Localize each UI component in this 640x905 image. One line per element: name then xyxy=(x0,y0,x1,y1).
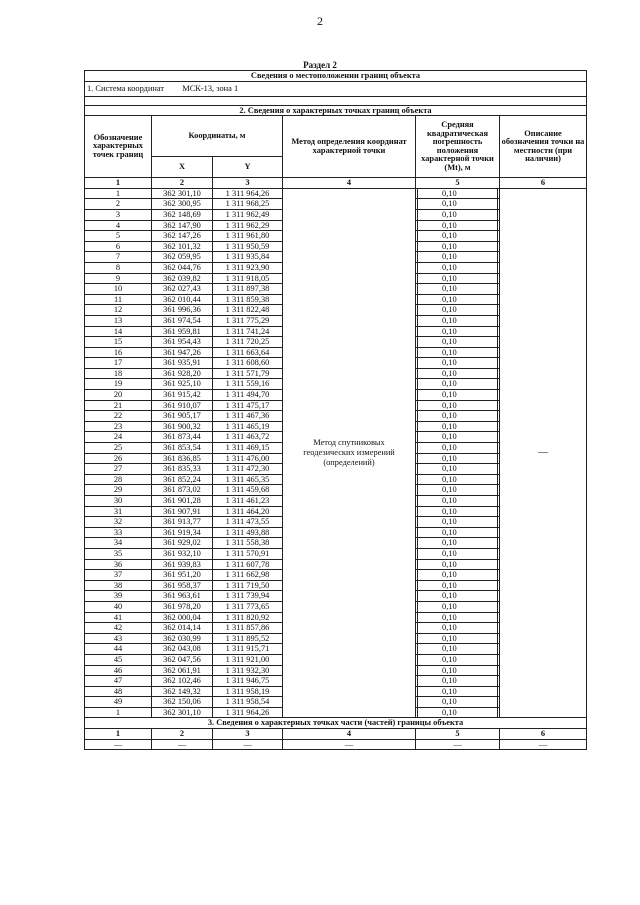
accuracy-value: 0,10 xyxy=(417,517,498,527)
coord-x: 361 929,02 xyxy=(152,538,213,549)
accuracy-value: 0,10 xyxy=(417,538,498,548)
point-number: 49 xyxy=(85,697,152,708)
coord-y: 1 311 932,30 xyxy=(213,665,283,676)
accuracy-cell xyxy=(416,294,500,305)
point-number: 2 xyxy=(85,199,152,210)
coord-x: 361 873,02 xyxy=(152,485,213,496)
coord-x: 361 954,43 xyxy=(152,337,213,348)
accuracy-value: 0,10 xyxy=(417,443,498,453)
accuracy-cell xyxy=(416,315,500,326)
coord-y: 1 311 559,16 xyxy=(213,379,283,390)
accuracy-value: 0,10 xyxy=(417,464,498,474)
accuracy-cell xyxy=(416,209,500,220)
coord-y: 1 311 720,25 xyxy=(213,337,283,348)
coord-y: 1 311 962,29 xyxy=(213,220,283,231)
accuracy-cell xyxy=(416,284,500,295)
accuracy-cell xyxy=(416,337,500,348)
accuracy-value: 0,10 xyxy=(417,274,498,284)
coord-x: 361 853,54 xyxy=(152,443,213,454)
accuracy-value: 0,10 xyxy=(417,570,498,580)
accuracy-cell xyxy=(416,347,500,358)
accuracy-value: 0,10 xyxy=(417,507,498,517)
coord-x: 361 910,07 xyxy=(152,400,213,411)
coord-system-row xyxy=(85,81,587,96)
coord-x: 362 044,76 xyxy=(152,262,213,273)
empty-dash: — xyxy=(152,739,213,750)
point-number: 35 xyxy=(85,548,152,559)
accuracy-value: 0,10 xyxy=(417,263,498,273)
accuracy-cell xyxy=(416,623,500,634)
coord-x: 361 958,37 xyxy=(152,580,213,591)
accuracy-value: 0,10 xyxy=(417,358,498,368)
accuracy-cell xyxy=(416,220,500,231)
accuracy-value: 0,10 xyxy=(417,697,498,707)
coord-y: 1 311 857,86 xyxy=(213,623,283,634)
column-number-row xyxy=(85,178,587,189)
coord-y: 1 311 822,48 xyxy=(213,305,283,316)
coord-x: 361 947,26 xyxy=(152,347,213,358)
empty-dash: — xyxy=(283,739,416,750)
point-number: 38 xyxy=(85,580,152,591)
coord-y: 1 311 935,84 xyxy=(213,252,283,263)
point-number: 30 xyxy=(85,496,152,507)
coord-y: 1 311 921,00 xyxy=(213,654,283,665)
coord-x: 362 102,46 xyxy=(152,676,213,687)
coord-x: 361 919,34 xyxy=(152,527,213,538)
accuracy-cell xyxy=(416,665,500,676)
coord-y: 1 311 923,90 xyxy=(213,262,283,273)
coord-x: 361 951,20 xyxy=(152,570,213,581)
accuracy-cell xyxy=(416,421,500,432)
point-number: 28 xyxy=(85,474,152,485)
coord-y: 1 311 558,38 xyxy=(213,538,283,549)
coord-y: 1 311 464,20 xyxy=(213,506,283,517)
point-number: 32 xyxy=(85,517,152,528)
coord-x: 362 147,26 xyxy=(152,231,213,242)
parts-column-number-row xyxy=(85,729,587,740)
accuracy-cell xyxy=(416,474,500,485)
accuracy-value: 0,10 xyxy=(417,666,498,676)
empty-dash: — xyxy=(416,739,500,750)
col-number: 4 xyxy=(283,178,416,189)
empty-dash: — xyxy=(85,739,152,750)
accuracy-value: 0,10 xyxy=(417,379,498,389)
point-number: 8 xyxy=(85,262,152,273)
coord-x: 362 010,44 xyxy=(152,294,213,305)
point-number: 26 xyxy=(85,453,152,464)
accuracy-cell xyxy=(416,591,500,602)
coord-x: 362 061,91 xyxy=(152,665,213,676)
accuracy-value: 0,10 xyxy=(417,199,498,209)
document-frame xyxy=(84,70,586,750)
point-number: 34 xyxy=(85,538,152,549)
header-method: Метод определения координат характерной точки xyxy=(283,116,416,178)
coord-y: 1 311 950,59 xyxy=(213,241,283,252)
accuracy-value: 0,10 xyxy=(417,316,498,326)
accuracy-cell xyxy=(416,199,500,210)
description-cell: — xyxy=(500,188,587,718)
point-number: 48 xyxy=(85,686,152,697)
col-number: 2 xyxy=(152,178,213,189)
coord-y: 1 311 775,29 xyxy=(213,315,283,326)
accuracy-value: 0,10 xyxy=(417,284,498,294)
accuracy-value: 0,10 xyxy=(417,411,498,421)
point-number: 42 xyxy=(85,623,152,634)
section-title: Раздел 2 xyxy=(303,60,337,70)
accuracy-cell xyxy=(416,390,500,401)
accuracy-value: 0,10 xyxy=(417,687,498,697)
coord-x: 361 901,28 xyxy=(152,496,213,507)
accuracy-cell xyxy=(416,432,500,443)
accuracy-value: 0,10 xyxy=(417,485,498,495)
coord-x: 361 925,10 xyxy=(152,379,213,390)
coord-x: 362 059,95 xyxy=(152,252,213,263)
point-number: 41 xyxy=(85,612,152,623)
coord-x: 361 905,17 xyxy=(152,411,213,422)
accuracy-value: 0,10 xyxy=(417,295,498,305)
coord-x: 361 873,44 xyxy=(152,432,213,443)
coord-y: 1 311 608,60 xyxy=(213,358,283,369)
coord-x: 362 027,43 xyxy=(152,284,213,295)
point-number: 14 xyxy=(85,326,152,337)
accuracy-cell xyxy=(416,411,500,422)
coord-y: 1 311 739,94 xyxy=(213,591,283,602)
coord-y: 1 311 473,55 xyxy=(213,517,283,528)
accuracy-value: 0,10 xyxy=(417,432,498,442)
accuracy-value: 0,10 xyxy=(417,327,498,337)
point-number: 13 xyxy=(85,315,152,326)
accuracy-value: 0,10 xyxy=(417,475,498,485)
header-x: X xyxy=(152,157,213,178)
point-number: 36 xyxy=(85,559,152,570)
coord-y: 1 311 962,49 xyxy=(213,209,283,220)
point-number: 47 xyxy=(85,676,152,687)
coord-y: 1 311 469,15 xyxy=(213,443,283,454)
point-number: 22 xyxy=(85,411,152,422)
accuracy-value: 0,10 xyxy=(417,708,498,718)
point-number: 15 xyxy=(85,337,152,348)
point-number: 23 xyxy=(85,421,152,432)
coord-x: 361 932,10 xyxy=(152,548,213,559)
coord-x: 362 014,14 xyxy=(152,623,213,634)
coord-x: 361 907,91 xyxy=(152,506,213,517)
coord-x: 361 935,91 xyxy=(152,358,213,369)
accuracy-cell xyxy=(416,273,500,284)
coord-x: 362 101,32 xyxy=(152,241,213,252)
accuracy-cell xyxy=(416,496,500,507)
coord-x: 361 928,20 xyxy=(152,368,213,379)
coord-y: 1 311 961,80 xyxy=(213,231,283,242)
coord-y: 1 311 968,25 xyxy=(213,199,283,210)
point-number: 45 xyxy=(85,654,152,665)
accuracy-cell xyxy=(416,188,500,199)
coord-y: 1 311 895,52 xyxy=(213,633,283,644)
coord-y: 1 311 719,50 xyxy=(213,580,283,591)
accuracy-value: 0,10 xyxy=(417,655,498,665)
coord-x: 361 836,85 xyxy=(152,453,213,464)
point-number: 18 xyxy=(85,368,152,379)
empty-dash: — xyxy=(213,739,283,750)
accuracy-cell xyxy=(416,527,500,538)
coord-y: 1 311 918,05 xyxy=(213,273,283,284)
point-number: 1 xyxy=(85,188,152,199)
point-number: 40 xyxy=(85,601,152,612)
coord-y: 1 311 465,19 xyxy=(213,421,283,432)
coord-x: 362 301,10 xyxy=(152,188,213,199)
header-accuracy: Средняя квадратическая погрешность положения характерной точки (Mt), м xyxy=(416,116,500,178)
accuracy-cell xyxy=(416,676,500,687)
accuracy-value: 0,10 xyxy=(417,252,498,262)
coord-x: 361 939,83 xyxy=(152,559,213,570)
coord-y: 1 311 459,68 xyxy=(213,485,283,496)
point-number: 44 xyxy=(85,644,152,655)
point-number: 43 xyxy=(85,633,152,644)
accuracy-cell xyxy=(416,485,500,496)
parts-empty-row xyxy=(85,739,587,750)
point-number: 17 xyxy=(85,358,152,369)
point-number: 11 xyxy=(85,294,152,305)
coord-x: 362 000,04 xyxy=(152,612,213,623)
coord-y: 1 311 494,70 xyxy=(213,390,283,401)
coord-system-label: 1. Система координат xyxy=(87,83,165,93)
accuracy-value: 0,10 xyxy=(417,496,498,506)
accuracy-value: 0,10 xyxy=(417,560,498,570)
accuracy-cell xyxy=(416,570,500,581)
coord-y: 1 311 897,38 xyxy=(213,284,283,295)
accuracy-cell xyxy=(416,241,500,252)
accuracy-value: 0,10 xyxy=(417,634,498,644)
table-row xyxy=(85,188,587,199)
accuracy-value: 0,10 xyxy=(417,454,498,464)
accuracy-value: 0,10 xyxy=(417,602,498,612)
accuracy-value: 0,10 xyxy=(417,623,498,633)
coord-x: 361 835,33 xyxy=(152,464,213,475)
accuracy-value: 0,10 xyxy=(417,581,498,591)
point-number: 4 xyxy=(85,220,152,231)
parts-col-number: 4 xyxy=(283,729,416,740)
point-number: 1 xyxy=(85,707,152,718)
coord-x: 362 043,08 xyxy=(152,644,213,655)
col-number: 1 xyxy=(85,178,152,189)
coord-x: 362 300,95 xyxy=(152,199,213,210)
accuracy-cell xyxy=(416,464,500,475)
accuracy-cell xyxy=(416,400,500,411)
accuracy-cell xyxy=(416,686,500,697)
accuracy-cell xyxy=(416,633,500,644)
accuracy-cell xyxy=(416,580,500,591)
coord-y: 1 311 607,78 xyxy=(213,559,283,570)
parts-banner: 3. Сведения о характерных точках части (частей) границы объекта xyxy=(85,718,587,729)
coord-x: 361 913,77 xyxy=(152,517,213,528)
accuracy-cell xyxy=(416,612,500,623)
header-y: Y xyxy=(213,157,283,178)
coord-y: 1 311 467,36 xyxy=(213,411,283,422)
accuracy-value: 0,10 xyxy=(417,210,498,220)
method-cell: Метод спутниковых геодезических измерений (определений) xyxy=(283,188,416,718)
accuracy-cell xyxy=(416,443,500,454)
coord-system-value: МСК-13, зона 1 xyxy=(182,83,239,93)
coord-x: 362 147,90 xyxy=(152,220,213,231)
accuracy-cell xyxy=(416,517,500,528)
point-number: 27 xyxy=(85,464,152,475)
coord-y: 1 311 475,17 xyxy=(213,400,283,411)
accuracy-cell xyxy=(416,548,500,559)
parts-col-number: 3 xyxy=(213,729,283,740)
accuracy-value: 0,10 xyxy=(417,591,498,601)
point-number: 33 xyxy=(85,527,152,538)
coord-y: 1 311 946,75 xyxy=(213,676,283,687)
point-number: 16 xyxy=(85,347,152,358)
coord-y: 1 311 571,79 xyxy=(213,368,283,379)
point-number: 24 xyxy=(85,432,152,443)
point-number: 25 xyxy=(85,443,152,454)
accuracy-value: 0,10 xyxy=(417,613,498,623)
accuracy-cell xyxy=(416,358,500,369)
parts-col-number: 5 xyxy=(416,729,500,740)
coord-x: 361 996,36 xyxy=(152,305,213,316)
parts-col-number: 1 xyxy=(85,729,152,740)
accuracy-cell xyxy=(416,305,500,316)
coord-y: 1 311 476,00 xyxy=(213,453,283,464)
point-number: 9 xyxy=(85,273,152,284)
coord-y: 1 311 465,35 xyxy=(213,474,283,485)
coord-y: 1 311 773,65 xyxy=(213,601,283,612)
coord-y: 1 311 461,23 xyxy=(213,496,283,507)
coord-x: 361 974,54 xyxy=(152,315,213,326)
coord-x: 361 900,32 xyxy=(152,421,213,432)
coord-y: 1 311 964,26 xyxy=(213,707,283,718)
accuracy-cell xyxy=(416,654,500,665)
accuracy-value: 0,10 xyxy=(417,528,498,538)
empty-dash: — xyxy=(500,739,587,750)
accuracy-value: 0,10 xyxy=(417,242,498,252)
accuracy-value: 0,10 xyxy=(417,348,498,358)
accuracy-cell xyxy=(416,453,500,464)
accuracy-cell xyxy=(416,707,500,718)
point-number: 12 xyxy=(85,305,152,316)
coord-x: 361 852,24 xyxy=(152,474,213,485)
coord-x: 361 959,81 xyxy=(152,326,213,337)
accuracy-value: 0,10 xyxy=(417,644,498,654)
coord-y: 1 311 662,98 xyxy=(213,570,283,581)
spacer-row xyxy=(85,96,587,105)
accuracy-value: 0,10 xyxy=(417,422,498,432)
points-banner: 2. Сведения о характерных точках границ объекта xyxy=(85,105,587,116)
accuracy-cell xyxy=(416,379,500,390)
accuracy-value: 0,10 xyxy=(417,390,498,400)
accuracy-cell xyxy=(416,326,500,337)
coord-y: 1 311 964,26 xyxy=(213,188,283,199)
point-number: 3 xyxy=(85,209,152,220)
point-number: 20 xyxy=(85,390,152,401)
accuracy-value: 0,10 xyxy=(417,549,498,559)
coord-y: 1 311 463,72 xyxy=(213,432,283,443)
col-number: 5 xyxy=(416,178,500,189)
header-designation: Обозначение характерных точек границ xyxy=(85,116,152,178)
coord-y: 1 311 570,91 xyxy=(213,548,283,559)
point-number: 37 xyxy=(85,570,152,581)
coord-x: 362 148,69 xyxy=(152,209,213,220)
coord-x: 362 301,10 xyxy=(152,707,213,718)
location-banner: Сведения о местоположении границ объекта xyxy=(85,71,587,82)
accuracy-cell xyxy=(416,368,500,379)
coord-y: 1 311 820,92 xyxy=(213,612,283,623)
coord-x: 362 030,99 xyxy=(152,633,213,644)
accuracy-value: 0,10 xyxy=(417,676,498,686)
coord-x: 362 149,32 xyxy=(152,686,213,697)
point-number: 39 xyxy=(85,591,152,602)
header-coordinates: Координаты, м xyxy=(152,116,283,157)
parts-col-number: 6 xyxy=(500,729,587,740)
coord-x: 362 150,06 xyxy=(152,697,213,708)
page-number: 2 xyxy=(317,14,323,28)
accuracy-cell xyxy=(416,252,500,263)
point-number: 21 xyxy=(85,400,152,411)
coord-x: 361 963,61 xyxy=(152,591,213,602)
point-number: 7 xyxy=(85,252,152,263)
coord-x: 361 915,42 xyxy=(152,390,213,401)
point-number: 6 xyxy=(85,241,152,252)
accuracy-value: 0,10 xyxy=(417,337,498,347)
accuracy-cell xyxy=(416,231,500,242)
accuracy-cell xyxy=(416,644,500,655)
point-number: 29 xyxy=(85,485,152,496)
coord-x: 361 978,20 xyxy=(152,601,213,612)
coord-y: 1 311 663,64 xyxy=(213,347,283,358)
accuracy-cell xyxy=(416,262,500,273)
coord-y: 1 311 915,71 xyxy=(213,644,283,655)
point-number: 10 xyxy=(85,284,152,295)
parts-col-number: 2 xyxy=(152,729,213,740)
accuracy-value: 0,10 xyxy=(417,189,498,199)
accuracy-value: 0,10 xyxy=(417,221,498,231)
accuracy-value: 0,10 xyxy=(417,369,498,379)
coord-y: 1 311 493,88 xyxy=(213,527,283,538)
point-number: 31 xyxy=(85,506,152,517)
accuracy-cell xyxy=(416,601,500,612)
accuracy-value: 0,10 xyxy=(417,305,498,315)
col-number: 3 xyxy=(213,178,283,189)
accuracy-value: 0,10 xyxy=(417,401,498,411)
point-number: 46 xyxy=(85,665,152,676)
accuracy-cell xyxy=(416,538,500,549)
point-number: 19 xyxy=(85,379,152,390)
accuracy-cell xyxy=(416,697,500,708)
coord-y: 1 311 958,19 xyxy=(213,686,283,697)
coord-y: 1 311 472,30 xyxy=(213,464,283,475)
accuracy-cell xyxy=(416,506,500,517)
point-number: 5 xyxy=(85,231,152,242)
col-number: 6 xyxy=(500,178,587,189)
coord-y: 1 311 741,24 xyxy=(213,326,283,337)
coord-x: 362 039,82 xyxy=(152,273,213,284)
coord-y: 1 311 958,54 xyxy=(213,697,283,708)
coord-y: 1 311 859,38 xyxy=(213,294,283,305)
accuracy-cell xyxy=(416,559,500,570)
accuracy-value: 0,10 xyxy=(417,231,498,241)
header-description: Описание обозначения точки на местности (при наличии) xyxy=(500,116,587,178)
coord-x: 362 047,56 xyxy=(152,654,213,665)
boundary-table xyxy=(84,70,587,750)
